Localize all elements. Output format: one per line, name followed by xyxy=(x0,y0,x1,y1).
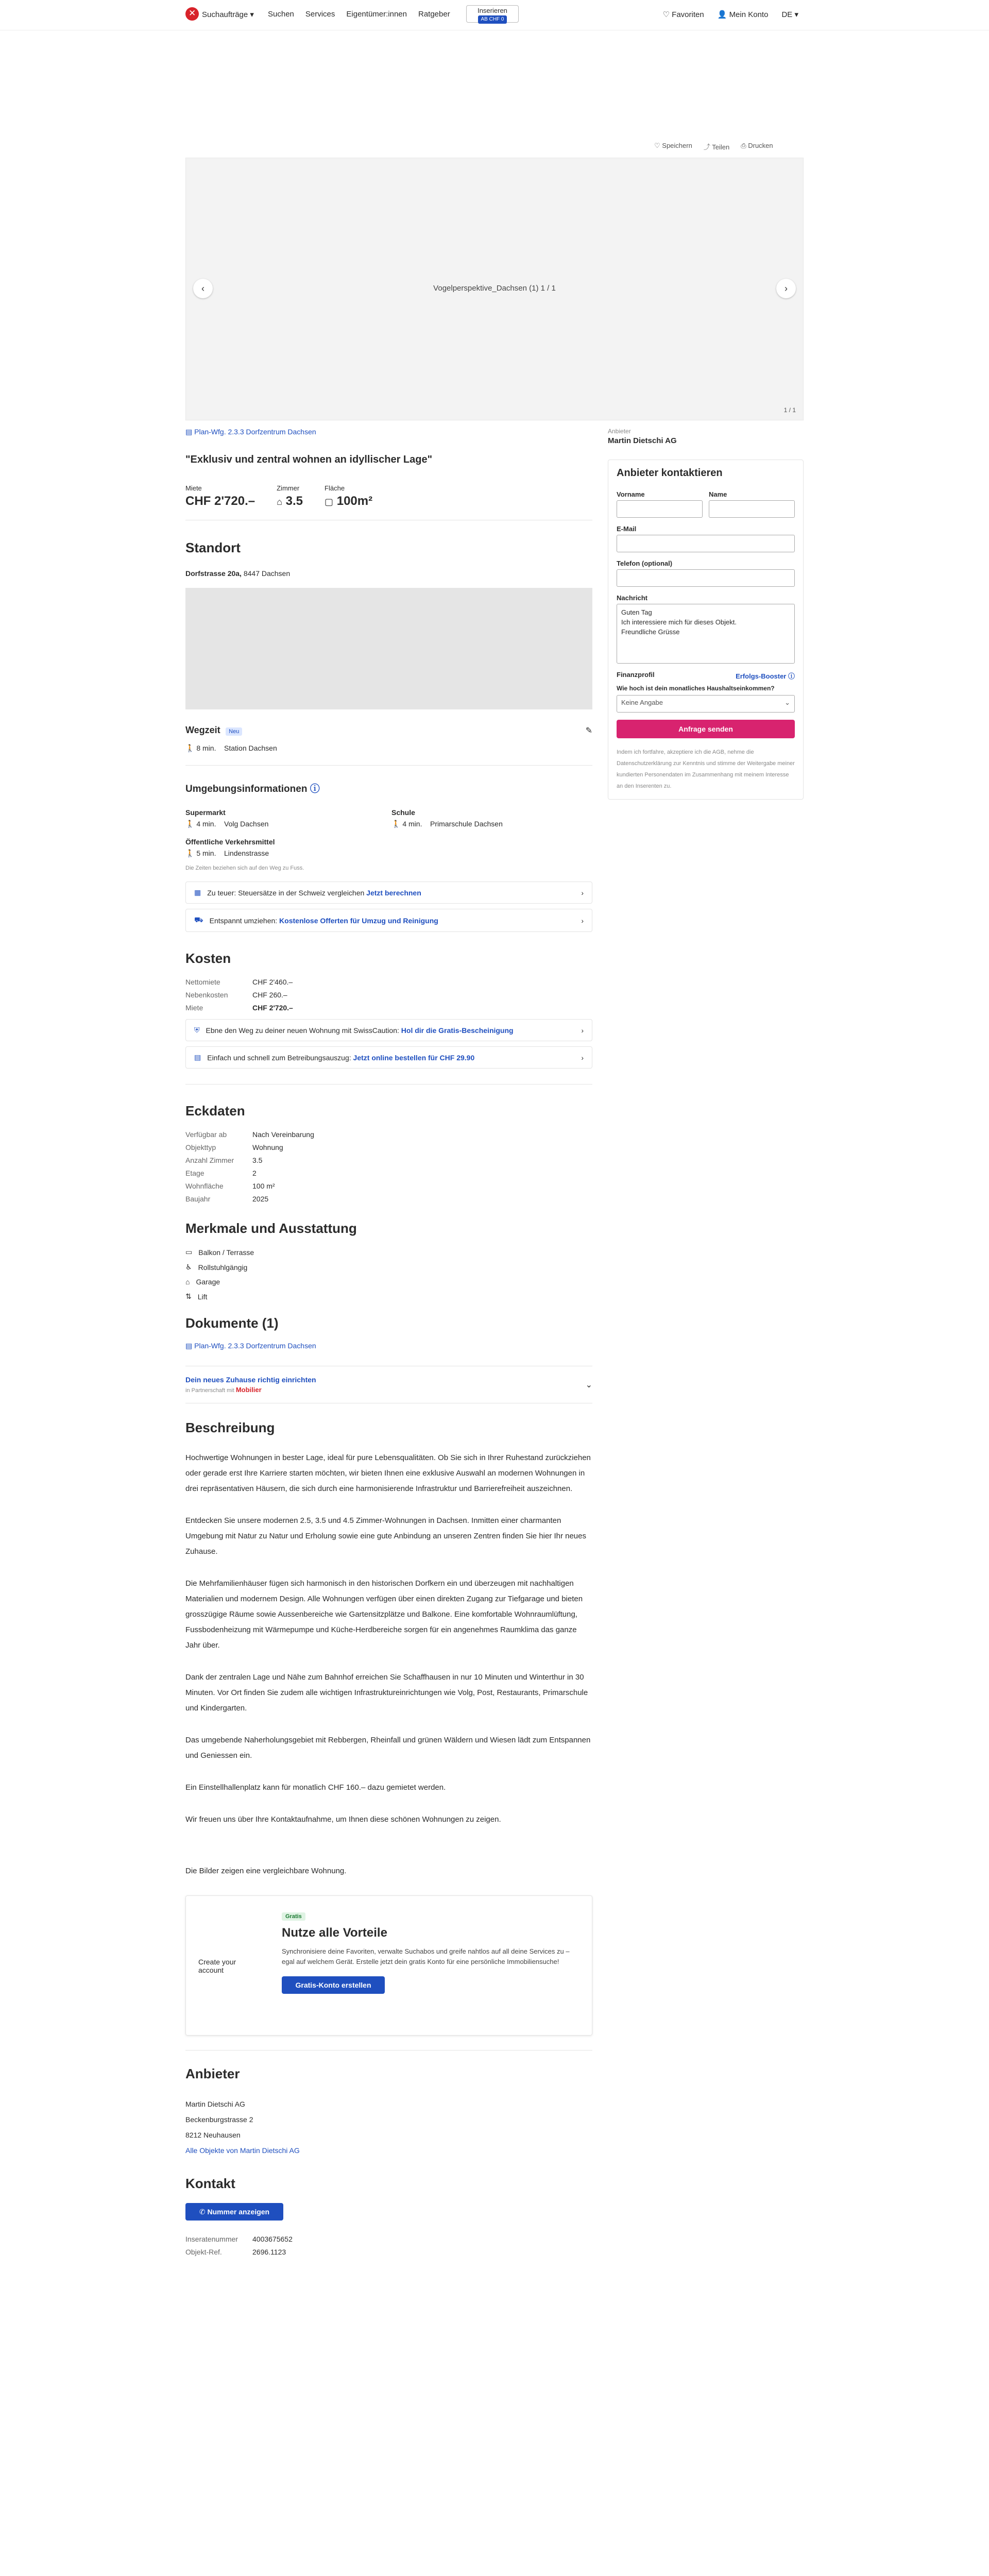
documents-heading: Dokumente (1) xyxy=(185,1315,279,1331)
last-name-input[interactable] xyxy=(709,500,795,518)
surroundings-heading: Umgebungsinformationen ⓘ xyxy=(185,784,320,794)
fact-row: Wohnfläche 100 m² xyxy=(185,1182,275,1190)
nav-owners[interactable]: Eigentümer:innen xyxy=(346,10,407,19)
shield-icon: ⛨ xyxy=(194,1026,200,1034)
chevron-left-icon: ‹ xyxy=(201,283,204,294)
rent-value: CHF 2'720.– xyxy=(185,494,255,508)
contact-heading: Kontakt xyxy=(185,2176,235,2191)
free-badge: Gratis xyxy=(282,1912,305,1921)
route-item: 🚶 8 min. Station Dachsen xyxy=(185,744,277,752)
location-address: Dorfstrasse 20a, 8447 Dachsen xyxy=(185,569,291,578)
rooms-fact: Zimmer ⌂ 3.5 xyxy=(277,484,303,508)
costs-table xyxy=(185,978,592,1012)
submit-inquiry-button[interactable]: Anfrage senden xyxy=(617,720,795,738)
surroundings-grid: Supermarkt 🚶 4 min. Volg Dachsen Öffentliche Verkehrsmittel 🚶 5 min. Lindenstrasse Schule 🚶 4 min. Primarschule Dachsen xyxy=(185,808,503,857)
cost-row: Nebenkosten CHF 260.– xyxy=(185,991,287,999)
image-gallery[interactable] xyxy=(185,158,804,420)
elevator-icon: ⇅ xyxy=(185,1292,192,1300)
contact-form-title: Anbieter kontaktieren xyxy=(617,467,723,479)
edit-route-icon[interactable]: ✎ xyxy=(585,726,592,735)
language-switcher[interactable]: DE ▾ xyxy=(781,10,798,19)
homegate-logo[interactable] xyxy=(185,7,199,21)
gallery-prev-button[interactable] xyxy=(193,279,213,298)
heart-icon: ♡ xyxy=(662,10,670,19)
cost-row: Miete CHF 2'720.– xyxy=(185,1004,293,1012)
gallery-next-button[interactable] xyxy=(776,279,796,298)
email-input[interactable] xyxy=(617,535,795,552)
show-number-button[interactable]: ✆ Nummer anzeigen xyxy=(185,2203,283,2221)
post-price-badge: AB CHF 0 xyxy=(478,15,506,24)
walk-icon: 🚶 xyxy=(185,744,195,752)
phone-icon: ✆ xyxy=(199,2208,206,2216)
top-header xyxy=(0,0,989,30)
description-heading: Beschreibung xyxy=(185,1420,275,1435)
listing-title: "Exklusiv und zentral wohnen an idyllischer Lage" xyxy=(185,454,433,465)
chevron-right-icon: › xyxy=(581,916,584,925)
gallery-image-caption: Vogelperspektive_Dachsen (1) 1 / 1 xyxy=(433,284,556,293)
account-link[interactable]: 👤 Mein Konto xyxy=(717,10,769,19)
garage-icon: ⌂ xyxy=(185,1278,190,1286)
location-map[interactable] xyxy=(185,588,592,709)
feature-item: ⇅ Lift xyxy=(185,1292,208,1301)
saved-searches-menu[interactable]: Suchaufträge ▾ xyxy=(202,10,254,19)
main-content xyxy=(185,428,592,2261)
cost-row: Nettomiete CHF 2'460.– xyxy=(185,978,293,986)
chevron-right-icon: › xyxy=(581,1053,584,1062)
account-promo-card: Create your account Gratis Nutze alle Vorteile Synchronisiere deine Favoriten, verwalte Suchabos und greife nahtlos auf all deine Services zu – egal auf welchem Gerät. Erstelle jetzt dein gratis Konto für eine persönliche Immobiliensuche! Gratis-Konto erstellen xyxy=(185,1895,592,2036)
document-icon: ▤ xyxy=(194,1053,201,1061)
moving-offer-banner[interactable]: ⛟ Entspannt umziehen: Kostenlose Offerten für Umzug und Reinigung › xyxy=(185,909,592,932)
create-account-button[interactable]: Gratis-Konto erstellen xyxy=(282,1976,385,1994)
fact-row: Etage 2 xyxy=(185,1169,257,1177)
gallery-counter: 1 / 1 xyxy=(783,406,796,414)
fact-row: Verfügbar ab Nach Vereinbarung xyxy=(185,1130,314,1139)
first-name-input[interactable] xyxy=(617,500,703,518)
chevron-down-icon: ⌄ xyxy=(585,1380,592,1389)
area-value: 100m² xyxy=(336,494,373,508)
balcony-icon: ▭ xyxy=(185,1248,193,1256)
contact-refs: Inseratenummer 4003675652 Objekt-Ref. 2696.1123 xyxy=(185,2235,293,2256)
description-text: Hochwertige Wohnungen in bester Lage, ideal für pure Lebensqualitäten. Ob Sie sich in Ihrer Ruhestand zurückziehen oder gerade erst Ihre Karriere starten möchten, wir bieten Ihnen eine exklusive Auswahl an modernen Wohnungen in drei repräsentativen Häusern, die sich durch eine harmonisierende Infrastruktur und Barrierefreiheit auszeichnen. Entdecken Sie unsere modernen 2.5, 3.5 und 4.5 Zimmer-Wohnungen in Dachsen. Inmitten einer charmanten Umgebung mit Natur zu Natur und Erholung sowie eine gute Anbindung an unseren Zentren finden Sie hier Ihr neues Zuhause. Die Mehrfamilienhäuser fügen sich harmonisch in den historischen Dorfkern ein und überzeugen mit nachhaltigen Materialien und modernem Design. Alle Wohnungen verfügen über einen direkten Zugang zur Tiefgarage und bieten grosszügige Räume sowie Aussenbereiche wie Gartensitzplätze und Balkone. Eine komfortable Wohnraumlüftung, Fussbodenheizung mit Wärmepumpe und Küche-Herdbereiche sorgen für ein angenehmes Raumklima das ganze Jahr über. Dank der zentralen Lage und Nähe zum Bahnhof erreichen Sie Schaffhausen in nur 10 Minuten und Winterthur in 30 Minuten. Vor Ort finden Sie zudem alle wichtigen Infrastruktureinrichtungen wie Volg, Post, Restaurants, Primarschule und Kindergarten. Das umgebende Naherholungsgebiet mit Rebbergen, Rheinfall und grünen Wäldern und Wiesen lädt zum Entspannen und Geniessen ein. Ein Einstellhallenplatz kann für monatlich CHF 160.– dazu gemietet werden. Wir freuen uns über Ihre Kontaktaufnahme, um Ihnen diese schönen Wohnungen zu zeigen. Die Bilder zeigen eine vergleichbare Wohnung. xyxy=(185,1453,591,1875)
fact-row: Anzahl Zimmer 3.5 xyxy=(185,1156,263,1164)
floorplan-link[interactable]: ▤ Plan-Wfg. 2.3.3 Dorfzentrum Dachsen xyxy=(185,428,316,436)
post-listing-button[interactable]: Inserieren AB CHF 0 xyxy=(466,5,519,23)
features-heading: Merkmale und Ausstattung xyxy=(185,1221,357,1236)
heart-icon: ♡ xyxy=(654,142,660,149)
features-list xyxy=(185,1248,592,1301)
print-icon: ⎙ xyxy=(741,142,746,149)
key-facts xyxy=(185,484,592,509)
document-icon: ▤ xyxy=(185,428,193,436)
fact-row: Baujahr 2025 xyxy=(185,1195,269,1203)
phone-input[interactable] xyxy=(617,569,795,587)
contact-form: Anbieter kontaktieren Vorname Name E-Mail Telefon (optional) Nachricht Guten Tag Ich interessiere mich für dieses Objekt. Freundliche Grüsse Finanzprofil Erfolgs-Booster ⓘ Wie hoch ist dein monatliches Haushaltseinkommen? Keine Angabe ⌄ Anfrage senden Indem ich fortfahre, akzeptiere ich die AGB, nehme die Datenschutzerklärung zur Kenntnis und stimme der Weitergabe meiner kundierten Personendaten im Zusammenhang mit meinem Interesse an den Inserenten zu. xyxy=(608,460,804,800)
document-link[interactable]: ▤ Plan-Wfg. 2.3.3 Dorfzentrum Dachsen xyxy=(185,1342,316,1350)
furnishing-promo[interactable]: Dein neues Zuhause richtig einrichten in Partnerschaft mit Mobilier ⌄ xyxy=(185,1376,592,1394)
truck-icon: ⛟ xyxy=(194,916,203,924)
facts-table xyxy=(185,1130,592,1203)
contact-sidebar: Anbieter Martin Dietschi AG Anbieter kontaktieren Vorname Name E-Mail Telefon (optional) Nachricht Guten Tag Ich interessiere mich für dieses Objekt. Freundliche Grüsse Finanzprofil Erfolgs-Booster ⓘ Wie hoch ist dein monatliches Haushaltseinkommen? Keine Angabe ⌄ Anfrage senden Indem ich fortfahre, akzeptiere ich die AGB, nehme die Datenschutzerklärung zur Kenntnis und stimme der Weitergabe meiner kundierten Personendaten im Zusammenhang mit meinem Interesse an den Inserenten zu. xyxy=(608,428,804,800)
chevron-right-icon: › xyxy=(785,283,788,294)
legal-notice: Indem ich fortfahre, akzeptiere ich die AGB, nehme die Datenschutzerklärung zur Kenntnis und stimme der Weitergabe meiner kundierten Personendaten im Zusammenhang mit meinem Interesse an den Inserenten zu. xyxy=(617,749,795,789)
share-icon: ⤴ xyxy=(703,143,710,151)
income-select[interactable]: Keine Angabe ⌄ xyxy=(617,695,795,713)
info-icon: ⓘ xyxy=(788,672,795,680)
surroundings-note: Die Zeiten beziehen sich auf den Weg zu Fuss. xyxy=(185,865,304,871)
deposit-banner[interactable]: ⛨ Ebne den Weg zu deiner neuen Wohnung mit SwissCaution: Hol dir die Gratis-Bescheinigung › xyxy=(185,1019,592,1041)
save-button[interactable]: ♡ Speichern xyxy=(654,142,692,149)
area-icon: ▢ xyxy=(325,497,334,507)
calculator-icon: ▦ xyxy=(194,888,201,896)
route-row xyxy=(185,725,592,736)
listing-actions xyxy=(654,142,773,151)
feature-item: ⌂ Garage xyxy=(185,1278,220,1286)
walk-icon: 🚶 xyxy=(185,820,195,828)
divider xyxy=(185,765,592,766)
chevron-right-icon: › xyxy=(581,888,584,897)
nav-search[interactable]: Suchen xyxy=(268,10,294,19)
tax-compare-banner[interactable]: ▦ Zu teuer: Steuersätze in der Schweiz vergleichen Jetzt berechnen › xyxy=(185,882,592,904)
nav-guide[interactable]: Ratgeber xyxy=(418,10,450,19)
new-badge: Neu xyxy=(226,727,242,736)
rent-fact: Miete CHF 2'720.– xyxy=(185,484,255,508)
share-button[interactable]: ⤴ Teilen xyxy=(703,143,730,151)
walk-icon: 🚶 xyxy=(185,849,195,857)
location-heading: Standort xyxy=(185,540,241,555)
fact-row: Objekttyp Wohnung xyxy=(185,1143,283,1151)
user-icon: 👤 xyxy=(717,10,727,19)
provider-listings-link[interactable]: Alle Objekte von Martin Dietschi AG xyxy=(185,2146,300,2155)
walk-icon: 🚶 xyxy=(391,820,401,828)
print-button[interactable]: ⎙ Drucken xyxy=(741,142,773,149)
finance-booster-link[interactable]: Erfolgs-Booster ⓘ xyxy=(736,672,795,680)
chevron-down-icon: ⌄ xyxy=(785,699,790,706)
sidebar-provider-name: Martin Dietschi AG xyxy=(608,436,677,445)
chevron-right-icon: › xyxy=(581,1026,584,1035)
document-icon: ▤ xyxy=(185,1342,193,1350)
header-actions xyxy=(663,10,798,19)
route-heading: Wegzeit xyxy=(185,725,220,735)
area-fact: Fläche ▢ 100m² xyxy=(325,484,373,508)
feature-item: ♿ Rollstuhlgängig xyxy=(185,1263,248,1272)
house-icon: ⌂ xyxy=(277,497,282,507)
nav-services[interactable]: Services xyxy=(305,10,335,19)
main-nav xyxy=(268,10,450,19)
info-icon[interactable]: ⓘ xyxy=(310,784,320,794)
costs-heading: Kosten xyxy=(185,951,231,966)
message-textarea[interactable]: Guten Tag Ich interessiere mich für dieses Objekt. Freundliche Grüsse xyxy=(617,604,795,664)
rooms-value: 3.5 xyxy=(285,494,303,508)
debt-report-banner[interactable]: ▤ Einfach und schnell zum Betreibungsauszug: Jetzt online bestellen für CHF 29.90 › xyxy=(185,1046,592,1069)
facts-heading: Eckdaten xyxy=(185,1103,245,1118)
mobilier-logo: Mobilier xyxy=(235,1386,262,1394)
provider-heading: Anbieter xyxy=(185,2066,240,2081)
provider-info: Martin Dietschi AG Beckenburgstrasse 2 8212 Neuhausen Alle Objekte von Martin Dietschi AG xyxy=(185,2096,592,2158)
wheelchair-icon: ♿ xyxy=(185,1263,192,1271)
feature-item: ▭ Balkon / Terrasse xyxy=(185,1248,254,1257)
favorites-link[interactable]: ♡ Favoriten xyxy=(662,10,704,19)
